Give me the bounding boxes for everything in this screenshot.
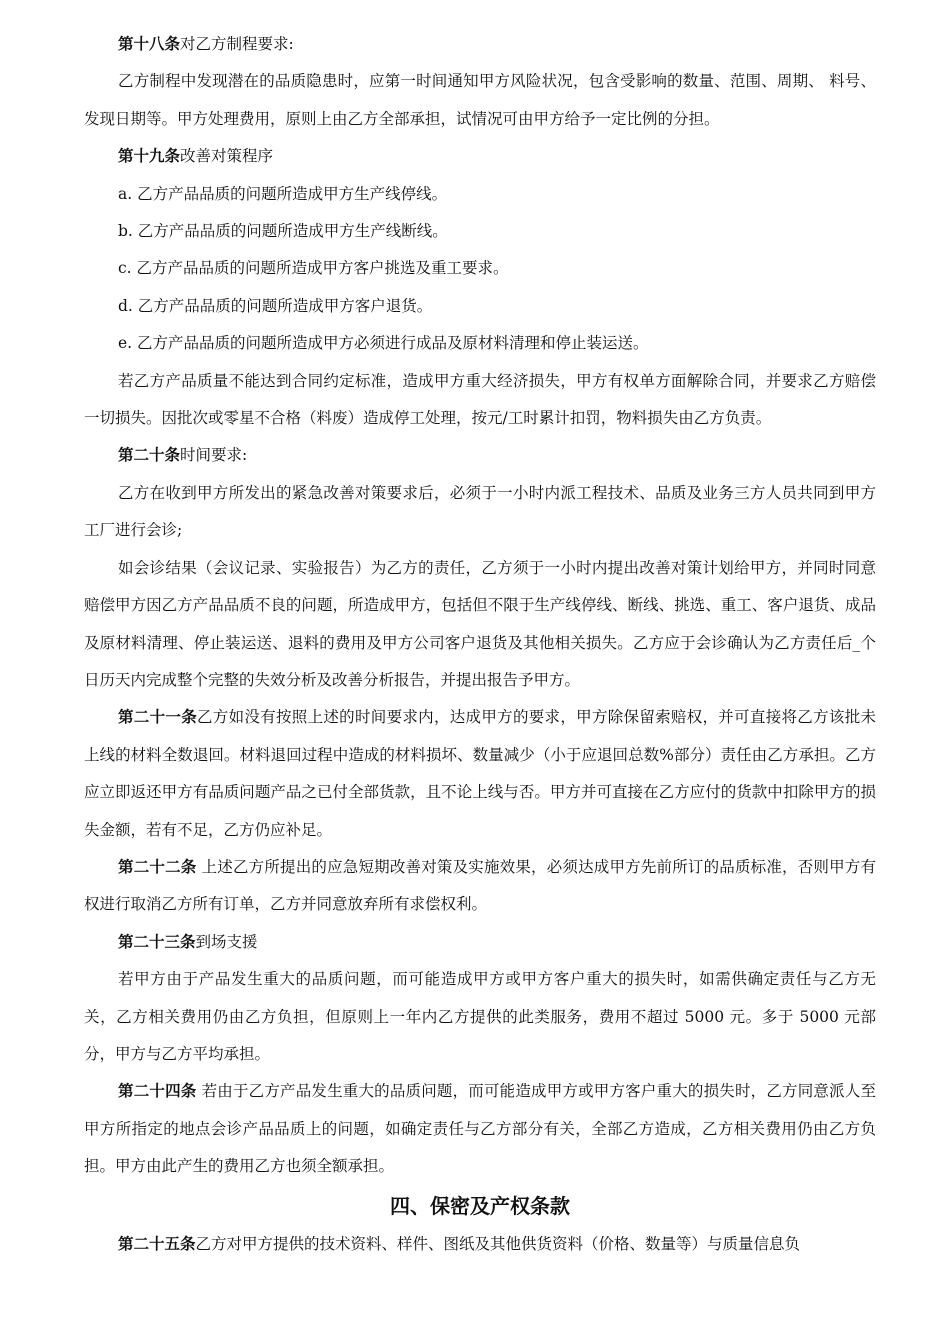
article-22-label: 第二十二条 — [118, 857, 197, 876]
article-25-body: 乙方对甲方提供的技术资料、样件、图纸及其他供货资料（价格、数量等）与质量信息负 — [195, 1234, 801, 1253]
article-22-body: 上述乙方所提出的应急短期改善对策及实施效果，必须达成甲方先前所订的品质标准，否则甲方有权进行取消乙方所有订单，乙方并同意放弃所有求偿权利。 — [84, 857, 876, 914]
article-20-label: 第二十条 — [118, 446, 181, 465]
article-18-heading — [84, 26, 876, 63]
article-23-body: 若甲方由于产品发生重大的品质问题，而可能造成甲方或甲方客户重大的损失时，如需供确定责任与乙方无关，乙方相关费用仍由乙方负担，但原则上一年内乙方提供的此类服务，费用不超过 5000 元。多于 5000 元部分，甲方与乙方平均承担。 — [84, 970, 876, 1063]
article-20-title: 时间要求: — [180, 446, 248, 465]
article-23-label: 第二十三条 — [118, 932, 196, 951]
article-21-body: 乙方如没有按照上述的时间要求内，达成甲方的要求，甲方除保留索赔权，并可直接将乙方该批未上线的材料全数退回。材料退回过程中造成的材料损坏、数量减少（小于应退回总数%部分）责任由乙方承担。乙方应立即返还甲方有品质问题产品之已付全部货款，且不论上线与否。甲方并可直接在乙方应付的货款中扣除甲方的损失金额，若有不足，乙方仍应补足。 — [84, 708, 876, 839]
article-20-heading — [84, 437, 876, 474]
section-4-title: 四、保密及产权条款 — [390, 1193, 570, 1218]
article-20-body-2: 如会诊结果（会议记录、实验报告）为乙方的责任，乙方须于一小时内提出改善对策计划给甲方，并同时同意赔偿甲方因乙方产品品质不良的问题，所造成甲方，包括但不限于生产线停线、断线、挑选、重工、客户退货、成品及原材料清理、停止装运送、退料的费用及甲方公司客户退货及其他相关损失。乙方应于会诊确认为乙方责任后_个日历天内完成整个完整的失效分析及改善分析报告，并提出报告予甲方。 — [84, 558, 876, 689]
article-24-body: 若由于乙方产品发生重大的品质问题，而可能造成甲方或甲方客户重大的损失时，乙方同意派人至甲方所指定的地点会诊产品品质上的问题，如确定责任与乙方部分有关，全部乙方造成，乙方相关费用仍由乙方负担。甲方由此产生的费用乙方也须全额承担。 — [84, 1082, 876, 1176]
article-19-item-b: b. 乙方产品品质的问题所造成甲方生产线断线。 — [118, 222, 448, 241]
article-22 — [84, 849, 876, 924]
article-18-label: 第十八条 — [118, 35, 181, 53]
article-24 — [84, 1073, 876, 1185]
document-page — [84, 26, 876, 1263]
article-19-item-a: a. 乙方产品品质的问题所造成甲方生产线停线。 — [118, 184, 448, 203]
article-18-body: 乙方制程中发现潜在的品质隐患时，应第一时间通知甲方风险状况，包含受影响的数量、范围、周期、 料号、发现日期等。甲方处理费用，原则上由乙方全部承担，试情况可由甲方给予一定比例的分担。 — [84, 72, 876, 128]
article-24-label: 第二十四条 — [118, 1082, 197, 1101]
article-18-title: 对乙方制程要求: — [180, 35, 294, 53]
article-21-label: 第二十一条 — [118, 708, 197, 727]
article-23-heading — [84, 924, 876, 961]
article-25-label: 第二十五条 — [118, 1234, 196, 1253]
article-21 — [84, 699, 876, 849]
article-19-item-d: d. 乙方产品品质的问题所造成甲方客户退货。 — [118, 296, 433, 315]
article-19-heading — [84, 138, 876, 175]
article-19-item-c: c. 乙方产品品质的问题所造成甲方客户挑选及重工要求。 — [118, 259, 509, 278]
article-23-title: 到场支援 — [195, 932, 258, 951]
article-25 — [84, 1226, 876, 1263]
article-19-item-e: e. 乙方产品品质的问题所造成甲方必须进行成品及原材料清理和停止装运送。 — [118, 334, 649, 353]
article-20-body-1: 乙方在收到甲方所发出的紧急改善对策要求后，必须于一小时内派工程技术、品质及业务三方人员共同到甲方工厂进行会诊; — [84, 483, 876, 540]
article-19-body: 若乙方产品质量不能达到合同约定标准，造成甲方重大经济损失，甲方有权单方面解除合同，并要求乙方赔偿一切损失。因批次或零星不合格（料废）造成停工处理，按元/工时累计扣罚，物料损失由乙方负责。 — [84, 371, 876, 428]
article-19-title: 改善对策程序 — [180, 147, 274, 166]
article-19-label: 第十九条 — [118, 147, 181, 166]
